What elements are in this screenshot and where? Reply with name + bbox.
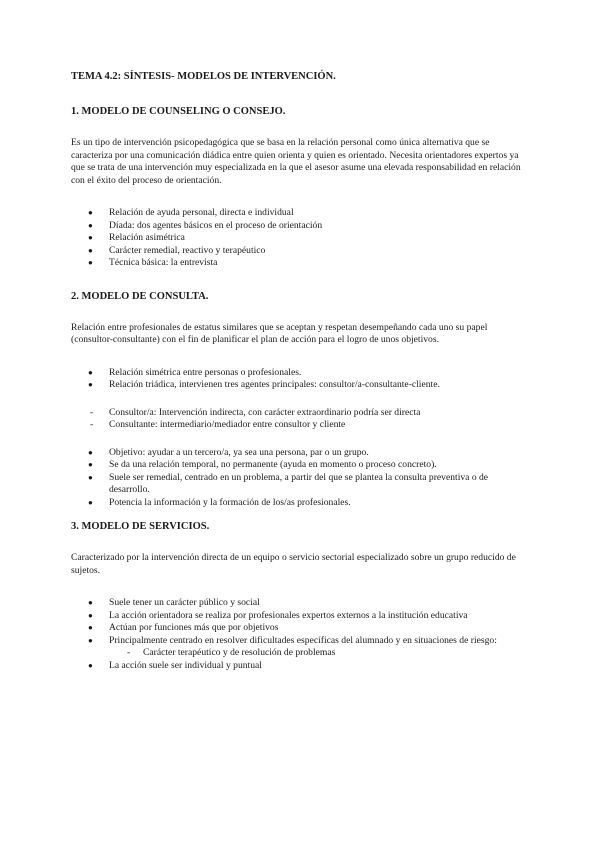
- list-item: ● Relación simétrica entre personas o profesionales.: [88, 366, 302, 378]
- bullet-icon: ●: [88, 623, 93, 632]
- section-heading-consulta: 2. MODELO DE CONSULTA.: [71, 290, 209, 302]
- document-title: TEMA 4.2: SÍNTESIS- MODELOS DE INTERVENCIÓN.: [71, 71, 336, 82]
- section-heading-servicios: 3. MODELO DE SERVICIOS.: [71, 521, 210, 532]
- section-paragraph-counseling: Es un tipo de intervención psicopedagógica que se basa en la relación personal como única alternativa que se caracteriza por una comunicación diádica entre quien orienta y quien es orientado. Necesita orientadores expertos ya que se trata de una intervención muy especializada en la que el asesor asume una elevada responsabilidad en relación con el éxito del proceso de orientación.: [71, 137, 521, 186]
- dash-list-consulta: [71, 407, 531, 432]
- bullet-icon: ●: [88, 497, 93, 507]
- bullet-icon: ●: [88, 472, 93, 482]
- list-item: ● La acción orientadora se realiza por profesionales expertos externos a la institución educativa: [88, 609, 468, 621]
- list-item: ● Actúan por funciones más que por objetivos: [88, 622, 279, 633]
- bullet-icon: ●: [88, 258, 93, 267]
- bullet-icon: ●: [88, 367, 93, 377]
- bullet-icon: ●: [88, 460, 93, 469]
- bullet-list-consulta-a: [71, 367, 531, 392]
- section-paragraph-consulta: Relación entre profesionales de estatus similares que se aceptan y respetan desempeñando cada uno su papel (consultor-consultante) con el fin de planificar el plan de acción para el logro de unos objetivos.: [71, 321, 488, 345]
- bullet-icon: ●: [88, 447, 93, 457]
- list-item: ● Objetivo: ayudar a un tercero/a, ya sea una persona, par o un grupo.: [88, 446, 369, 458]
- list-item: - Consultor/a: Intervención indirecta, con carácter extraordinario podría ser directa: [90, 406, 421, 418]
- bullet-list-counseling: [71, 207, 531, 270]
- bullet-list-servicios: [71, 597, 531, 647]
- bullet-icon: ●: [88, 660, 93, 670]
- list-item: ● La acción suele ser individual y puntual: [88, 659, 262, 671]
- bullet-icon: ●: [88, 635, 93, 645]
- bullet-list-servicios-last: [71, 660, 531, 673]
- document-page: [71, 70, 531, 672]
- sub-dash-list-servicios: [71, 647, 531, 660]
- list-item: ● Relación de ayuda personal, directa e individual: [88, 207, 294, 218]
- list-item: ● Suele tener un carácter público y social: [88, 597, 260, 608]
- list-item: ● Relación triádica, intervienen tres agentes principales: consultor/a-consultante-cliente.: [88, 379, 440, 390]
- bullet-icon: ●: [88, 233, 93, 242]
- bullet-icon: ●: [88, 208, 93, 217]
- list-item: ● Suele ser remedial, centrado en un problema, a partir del que se plantea la consulta preventiva o de desarrollo.: [88, 471, 489, 495]
- bullet-icon: ●: [88, 245, 93, 255]
- list-item: ● Se da una relación temporal, no permanente (ayuda en momento o proceso concreto).: [88, 459, 437, 470]
- bullet-list-consulta-b: [71, 447, 531, 510]
- dash-icon: -: [90, 419, 94, 430]
- bullet-icon: ●: [88, 220, 93, 230]
- list-item: ● Relación asimétrica: [88, 232, 185, 243]
- bullet-icon: ●: [88, 610, 93, 620]
- dash-icon: -: [90, 406, 94, 418]
- list-item: - Carácter terapéutico y de resolución de problemas: [127, 647, 336, 658]
- bullet-icon: ●: [88, 598, 93, 607]
- list-item: ● Principalmente centrado en resolver dificultades específicas del alumnado y en situaciones de riesgo:: [88, 634, 497, 646]
- section-paragraph-servicios: Caracterizado por la intervención directa de un equipo o servicio sectorial especializado sobre un grupo reducido de sujetos.: [71, 552, 516, 576]
- list-item: ● Carácter remedial, reactivo y terapéutico: [88, 244, 266, 256]
- list-item: ● Potencia la información y la formación de los/as profesionales.: [88, 496, 351, 508]
- list-item: ● Díada: dos agentes básicos en el proceso de orientación: [88, 219, 323, 231]
- section-heading-counseling: 1. MODELO DE COUNSELING O CONSEJO.: [71, 106, 286, 117]
- list-item: - Consultante: intermediario/mediador entre consultor y cliente: [90, 419, 346, 430]
- bullet-icon: ●: [88, 380, 93, 389]
- list-item: ● Técnica básica: la entrevista: [88, 257, 218, 268]
- dash-icon: -: [127, 647, 131, 658]
